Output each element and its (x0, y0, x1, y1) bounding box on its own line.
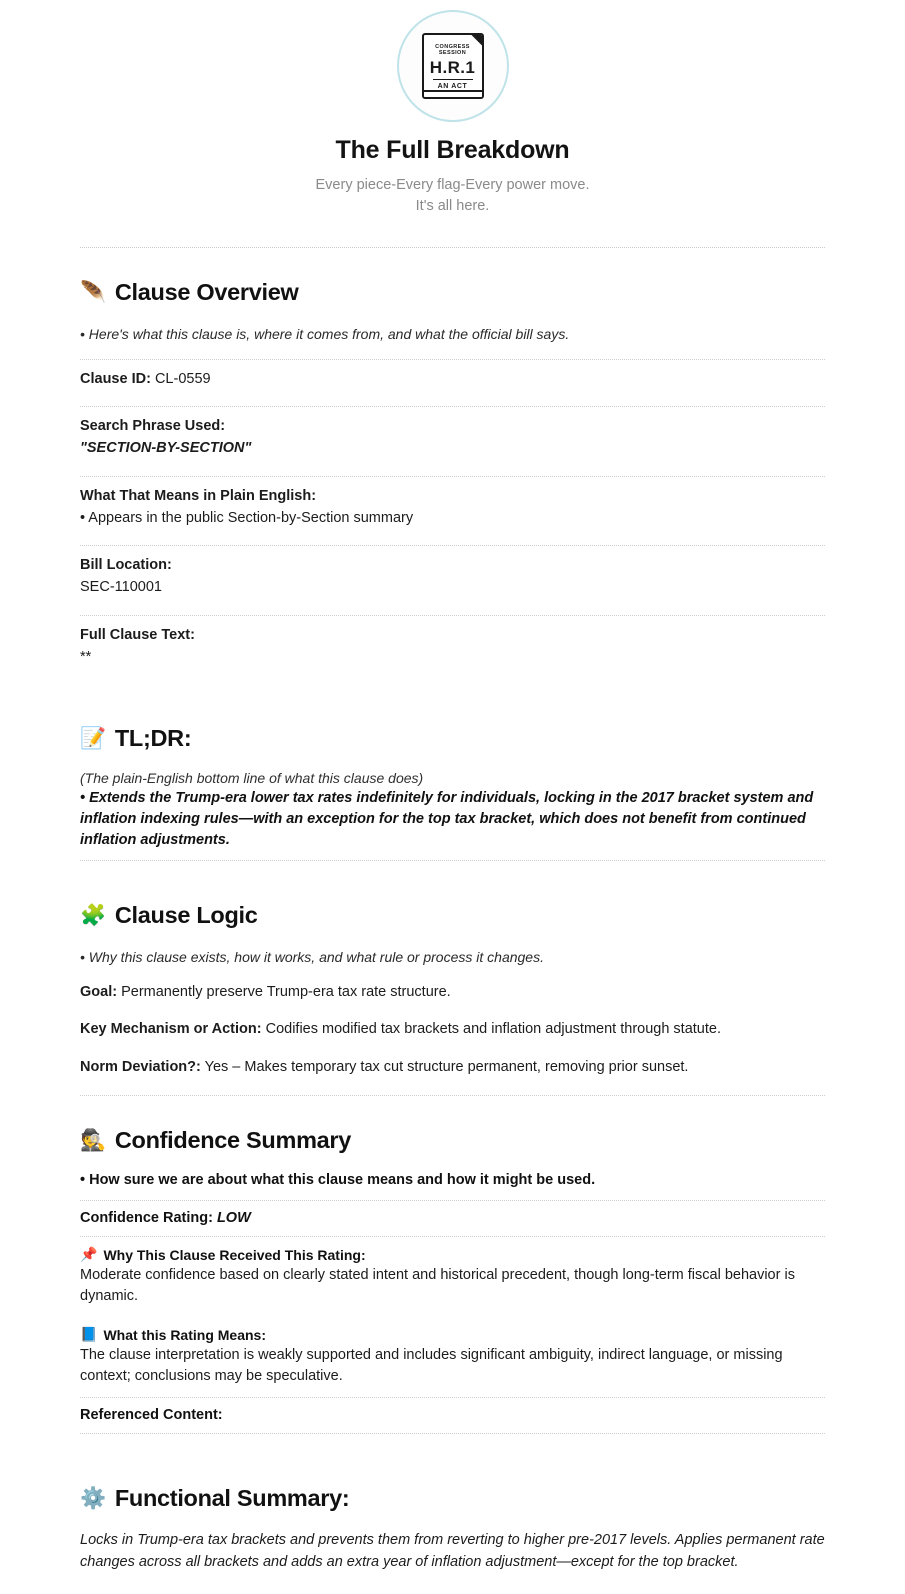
clause-logic-mechanism (80, 1019, 825, 1041)
confidence-rating-value: LOW (216, 1210, 251, 1227)
seal-an-act: AN ACT (437, 83, 468, 91)
clause-id-label: Clause ID: (80, 370, 151, 387)
seal-base (424, 90, 482, 97)
book-icon: 📘 (80, 1326, 98, 1343)
bill-location-row (80, 546, 825, 615)
pin-icon: 📌 (80, 1246, 98, 1263)
seal-congress-session: CONGRESS SESSION (435, 43, 470, 57)
search-phrase-row (80, 407, 825, 476)
goal-label: Goal: (80, 983, 118, 1000)
confidence-icon: 🕵️ (80, 1128, 106, 1152)
functional-summary-body: Locks in Trump-era tax brackets and prevents them from reverting to higher pre-2017 levels. Applies permanent rate changes across all brackets and adds an extra year of inflation adjustment—except for the top bracket. (80, 1532, 825, 1571)
separator (80, 1095, 825, 1096)
confidence-rating-row (80, 1201, 825, 1236)
spacer (80, 1434, 825, 1454)
clause-logic-heading-text: Clause Logic (114, 902, 258, 929)
header-divider (80, 247, 825, 248)
section-heading-clause-logic (80, 901, 825, 929)
plain-english-value: • Appears in the public Section-by-Section summary (80, 509, 414, 526)
functional-summary-heading-text: Functional Summary: (114, 1485, 350, 1512)
spacer (80, 684, 825, 694)
clause-logic-norm-deviation (80, 1057, 825, 1079)
bill-seal (397, 10, 509, 122)
bill-location-label: Bill Location: (80, 557, 172, 574)
section-heading-tldr (80, 724, 825, 752)
confidence-why-row (80, 1237, 825, 1317)
confidence-why-body: Moderate confidence based on clearly stated intent and historical precedent, though long-term fiscal behavior is dynamic. (80, 1267, 795, 1305)
confidence-why-heading (80, 1246, 825, 1263)
confidence-means-row (80, 1317, 825, 1397)
document-content (0, 278, 905, 1574)
search-phrase-field (80, 416, 825, 460)
clause-id-value: CL-0559 (154, 370, 211, 387)
norm-deviation-label: Norm Deviation?: (80, 1059, 201, 1076)
search-phrase-label: Search Phrase Used: (80, 418, 226, 435)
section-heading-clause-overview (80, 278, 825, 306)
clause-overview-heading-text: Clause Overview (114, 279, 299, 306)
plain-english-field (80, 486, 825, 530)
page-subtitle (0, 175, 905, 217)
clause-logic-icon: 🧩 (80, 903, 106, 927)
confidence-why-label: Why This Clause Received This Rating: (103, 1246, 366, 1263)
confidence-rating-label: Confidence Rating: (80, 1210, 213, 1227)
page-title: The Full Breakdown (335, 136, 570, 164)
referenced-content-label: Referenced Content: (80, 1407, 223, 1424)
confidence-rating-field (80, 1210, 825, 1226)
confidence-lead: • How sure we are about what this clause means and how it might be used. (80, 1172, 596, 1189)
tldr-heading-text: TL;DR: (114, 725, 192, 752)
section-heading-confidence-summary (80, 1126, 825, 1154)
confidence-means-body: The clause interpretation is weakly supported and includes significant ambiguity, indirect language, or missing context; conclusions may be speculative. (80, 1347, 783, 1385)
plain-english-label: What That Means in Plain English: (80, 487, 317, 504)
spacer (80, 861, 825, 871)
plain-english-row (80, 477, 825, 546)
goal-value: Permanently preserve Trump-era tax rate structure. (121, 983, 451, 1000)
norm-deviation-value: Yes – Makes temporary tax cut structure permanent, removing prior sunset. (204, 1059, 689, 1076)
subtitle-line-1: Every piece-Every flag-Every power move. (315, 177, 590, 193)
seal-hr1: H.R.1 (429, 57, 476, 77)
clause-overview-intro: • Here's what this clause is, where it comes from, and what the official bill says. (80, 326, 570, 343)
subtitle-line-2: It's all here. (415, 198, 490, 215)
gear-icon: ⚙️ (80, 1486, 106, 1510)
confidence-heading-text: Confidence Summary (114, 1126, 352, 1153)
bill-location-field (80, 555, 825, 599)
clause-id-row (80, 360, 825, 407)
mechanism-value: Codifies modified tax brackets and inflation adjustment through statute. (265, 1021, 721, 1038)
referenced-content-row (80, 1398, 825, 1433)
full-clause-row (80, 616, 825, 685)
clause-overview-icon: 🪶 (80, 280, 106, 304)
clause-logic-goal (80, 982, 825, 1004)
full-clause-label: Full Clause Text: (80, 626, 195, 643)
seal-wrapper (0, 10, 905, 122)
document-header (0, 0, 905, 217)
full-clause-value: ** (80, 648, 92, 665)
bill-document-icon (422, 33, 484, 99)
bill-location-value: SEC-110001 (80, 579, 162, 596)
mechanism-label: Key Mechanism or Action: (80, 1021, 262, 1038)
full-clause-field (80, 625, 825, 669)
search-phrase-value: "SECTION-BY-SECTION" (80, 440, 252, 457)
section-heading-functional-summary (80, 1484, 825, 1512)
confidence-means-heading (80, 1326, 825, 1343)
clause-id-field (80, 369, 825, 391)
confidence-means-label: What this Rating Means: (103, 1326, 266, 1343)
tldr-body: • Extends the Trump-era lower tax rates indefinitely for individuals, locking in the 2017 bracket system and inflation indexing rules—with an exception for the top tax bracket, which does not benefit from continued inflation adjustments. (80, 790, 814, 848)
tldr-icon: 📝 (80, 726, 106, 750)
seal-rule (433, 79, 473, 81)
spacer (80, 850, 825, 860)
tldr-note: (The plain-English bottom line of what this clause does) (80, 770, 424, 787)
clause-logic-intro: • Why this clause exists, how it works, and what rule or process it changes. (80, 949, 544, 966)
